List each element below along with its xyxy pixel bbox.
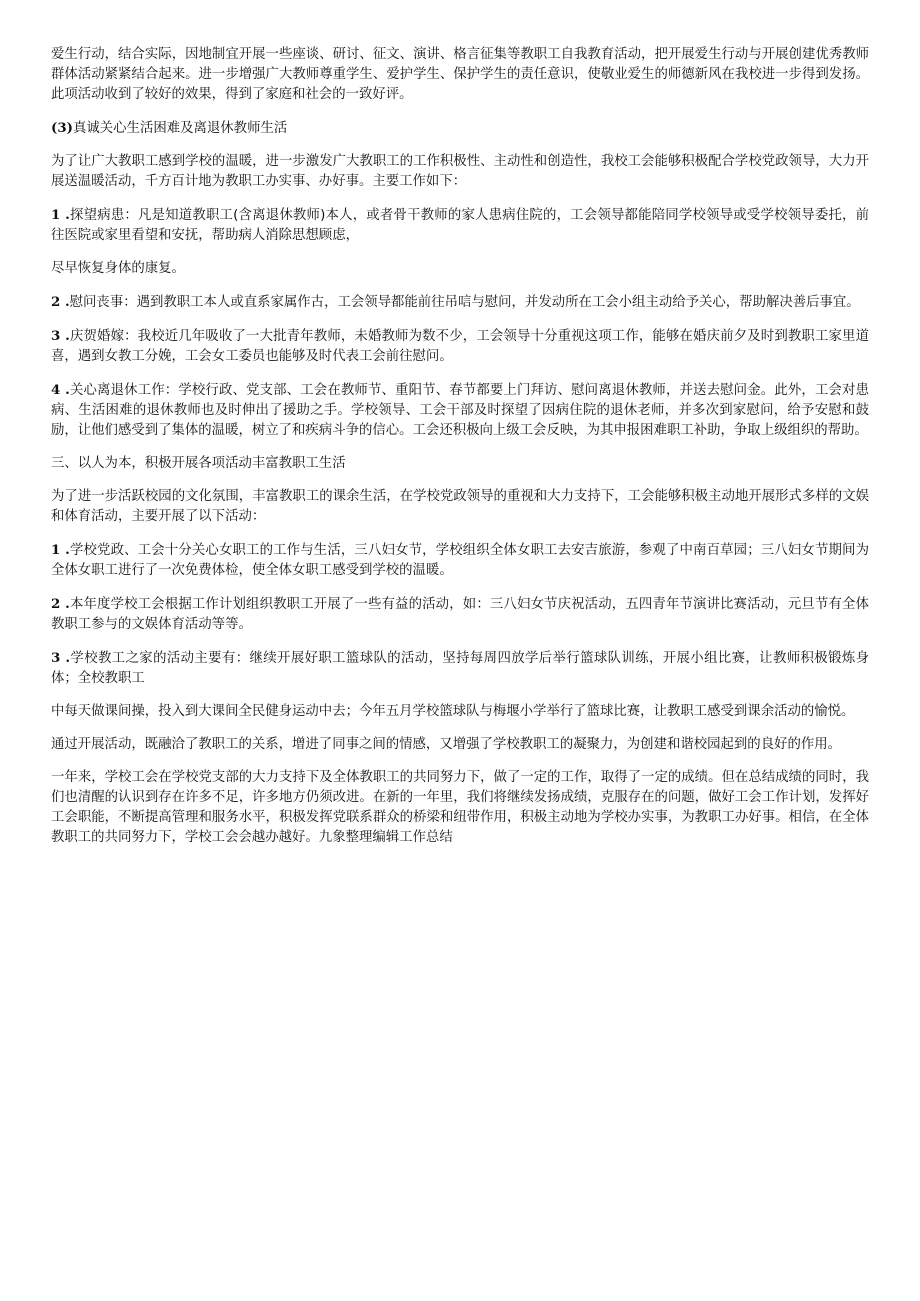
paragraph-text: 爱生行动，结合实际，因地制宜开展一些座谈、研讨、征文、演讲、格言征集等教职工自我教育活动，把开展爱生行动与开展创建优秀教师群体活动紧紧结合起来。进一步增强广大教师尊重学生、爱护学生、保护学生的责任意识，使敬业爱生的师德新风在我校进一步得到发扬。此项活动收到了较好的效果，得到了家庭和社会的一致好评。 — [51, 47, 869, 102]
section-heading-text: 三、以人为本，积极开展各项活动丰富教职工生活 — [51, 456, 346, 471]
item-number: 4 . — [51, 382, 70, 398]
list-item-visit-sick — [51, 205, 869, 246]
paragraph-text: 为了让广大教职工感到学校的温暖，进一步激发广大教职工的工作积极性、主动性和创造性，我校工会能够积极配合学校党政领导，大力开展送温暖活动，千方百计地为教职工办实事、办好事。主要工作如下： — [51, 154, 869, 189]
paragraph-text: 一年来，学校工会在学校党支部的大力支持下及全体教职工的共同努力下，做了一定的工作，取得了一定的成绩。但在总结成绩的同时，我们也清醒的认识到存在许多不足，许多地方仍须改进。在新的一年里，我们将继续发扬成绩，克服存在的问题，做好工会工作计划，发挥好工会职能，不断提高管理和服务水平，积极发挥党联系群众的桥梁和纽带作用，积极主动地为学校办实事，为教职工办好事。相信，在全体教职工的共同努力下，学校工会会越办越好。九象整理编辑工作总结 — [51, 770, 869, 845]
item-number: 2 . — [51, 596, 70, 612]
paragraph-text: 通过开展活动，既融洽了教职工的关系，增进了同事之间的情感，又增强了学校教职工的凝聚力，为创建和谐校园起到的良好的作用。 — [51, 737, 842, 752]
item-text: 探望病患：凡是知道教职工(含离退休教师)本人，或者骨干教师的家人患病住院的，工会领导都能陪同学校领导或受学校领导委托，前往医院或家里看望和安抚，帮助病人消除思想顾虑， — [51, 208, 869, 243]
list-item-condolence — [51, 292, 869, 313]
item-text: 本年度学校工会根据工作计划组织教职工开展了一些有益的活动，如：三八妇女节庆祝活动，五四青年节演讲比赛活动，元旦节有全体教职工参与的文娱体育活动等等。 — [51, 597, 869, 632]
paragraph-text: 中每天做课间操，投入到大课间全民健身运动中去；今年五月学校篮球队与梅堰小学举行了篮球比赛，让教职工感受到课余活动的愉悦。 — [51, 704, 855, 719]
paragraph-activity-outcome — [51, 735, 869, 755]
item-number: 1 . — [51, 542, 70, 558]
paragraph-warmth-intro — [51, 152, 869, 192]
item-number: 2 . — [51, 294, 70, 310]
item-number: 1 . — [51, 207, 70, 223]
list-item-wedding — [51, 326, 869, 367]
paragraph-exercise — [51, 702, 869, 722]
item-number: 3 . — [51, 650, 71, 666]
section-heading-care — [51, 118, 869, 139]
list-item-staff-home — [51, 648, 869, 689]
item-text: 庆贺婚嫁：我校近几年吸收了一大批青年教师，未婚教师为数不少，工会领导十分重视这项工作，能够在婚庆前夕及时到教职工家里道喜，遇到女教工分娩，工会女工委员也能够及时代表工会前往慰问。 — [51, 329, 869, 364]
item-text: 关心离退休工作：学校行政、党支部、工会在教师节、重阳节、春节都要上门拜访、慰问离退休教师，并送去慰问金。此外，工会对患病、生活困难的退休教师也及时伸出了援助之手。学校领导、工会干部及时探望了因病住院的退休老师，并多次到家慰问，给予安慰和鼓励，让他们感受到了集体的温暖，树立了和疾病斗争的信心。工会还积极向上级工会反映，为其申报困难职工补助，争取上级组织的帮助。 — [51, 383, 869, 438]
section-heading-text: 真诚关心生活困难及离退休教师生活 — [73, 121, 288, 136]
list-item-retirees — [51, 380, 869, 441]
paragraph-intro-continuation — [51, 45, 869, 105]
item-text: 学校教工之家的活动主要有：继续开展好职工篮球队的活动，坚持每周四放学后举行篮球队训练，开展小组比赛，让教师积极锻炼身体；全校教职工 — [51, 651, 869, 686]
section-heading-activities — [51, 454, 869, 474]
paragraph-recovery — [51, 259, 869, 279]
item-text: 慰问丧事：遇到教职工本人或直系家属作古，工会领导都能前往吊唁与慰问，并发动所在工会小组主动给予关心，帮助解决善后事宜。 — [69, 295, 860, 310]
paragraph-activities-intro — [51, 487, 869, 527]
document-body — [51, 45, 869, 861]
section-number: (3) — [51, 120, 73, 136]
list-item-annual-events — [51, 594, 869, 635]
paragraph-text: 为了进一步活跃校园的文化氛围，丰富教职工的课余生活，在学校党政领导的重视和大力支持下，工会能够积极主动地开展形式多样的文娱和体育活动，主要开展了以下活动： — [51, 489, 869, 524]
paragraph-text: 尽早恢复身体的康复。 — [51, 261, 185, 276]
list-item-women-staff — [51, 540, 869, 581]
item-number: 3 . — [51, 328, 70, 344]
item-text: 学校党政、工会十分关心女职工的工作与生活，三八妇女节，学校组织全体女职工去安吉旅游，参观了中南百草园；三八妇女节期间为全体女职工进行了一次免费体检，使全体女职工感受到学校的温暖。 — [51, 543, 869, 578]
paragraph-conclusion — [51, 768, 869, 848]
